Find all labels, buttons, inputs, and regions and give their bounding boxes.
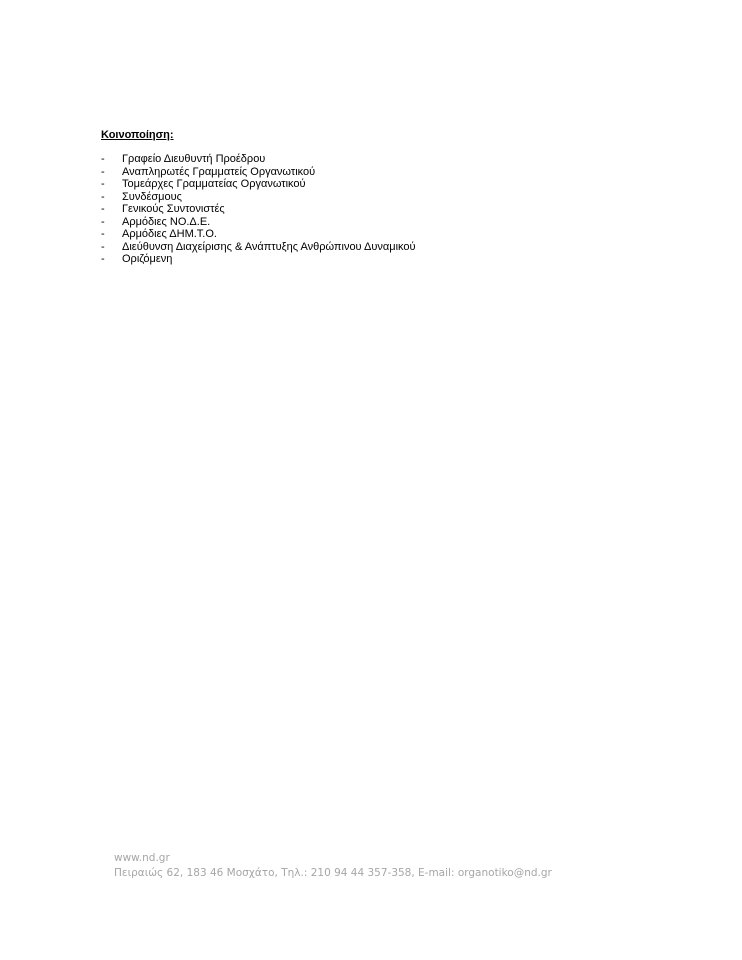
page-footer — [114, 851, 552, 881]
list-item — [101, 203, 416, 216]
list-dash: - — [101, 153, 105, 165]
list-dash: - — [101, 203, 105, 215]
footer-website: www.nd.gr — [114, 852, 170, 864]
recipient-text: Αρμόδιες ΝΟ.Δ.Ε. — [122, 215, 211, 228]
list-item — [101, 178, 416, 191]
list-item — [101, 228, 416, 241]
list-dash: - — [101, 228, 105, 240]
recipient-text: Διεύθυνση Διαχείρισης & Ανάπτυξης Ανθρώπινου Δυναμικού — [122, 240, 416, 253]
list-item — [101, 241, 416, 254]
recipient-text: Γραφείο Διευθυντή Προέδρου — [122, 153, 266, 165]
list-dash: - — [101, 240, 105, 253]
list-dash: - — [101, 215, 105, 228]
list-dash: - — [101, 165, 105, 178]
list-item — [101, 191, 416, 204]
cc-heading: Κοινοποίηση: — [101, 129, 174, 141]
list-item — [101, 153, 416, 166]
footer-address: Πειραιώς 62, 183 46 Μοσχάτο, Τηλ.: 210 94 44 357-358, E-mail: organotiko@nd.gr — [114, 867, 552, 879]
list-dash: - — [101, 253, 105, 265]
recipient-text: Αναπληρωτές Γραμματείς Οργανωτικού — [122, 165, 316, 178]
list-item — [101, 166, 416, 179]
list-item — [101, 253, 416, 266]
recipient-text: Οριζόμενη — [122, 253, 173, 265]
recipient-text: Συνδέσμους — [122, 190, 182, 203]
recipient-text: Αρμόδιες ΔΗΜ.Τ.Ο. — [122, 228, 217, 240]
recipient-text: Γενικούς Συντονιστές — [122, 203, 225, 215]
list-dash: - — [101, 190, 105, 203]
list-dash: - — [101, 178, 105, 190]
recipient-text: Τομεάρχες Γραμματείας Οργανωτικού — [122, 178, 306, 190]
list-item — [101, 216, 416, 229]
cc-recipient-list — [101, 153, 416, 266]
